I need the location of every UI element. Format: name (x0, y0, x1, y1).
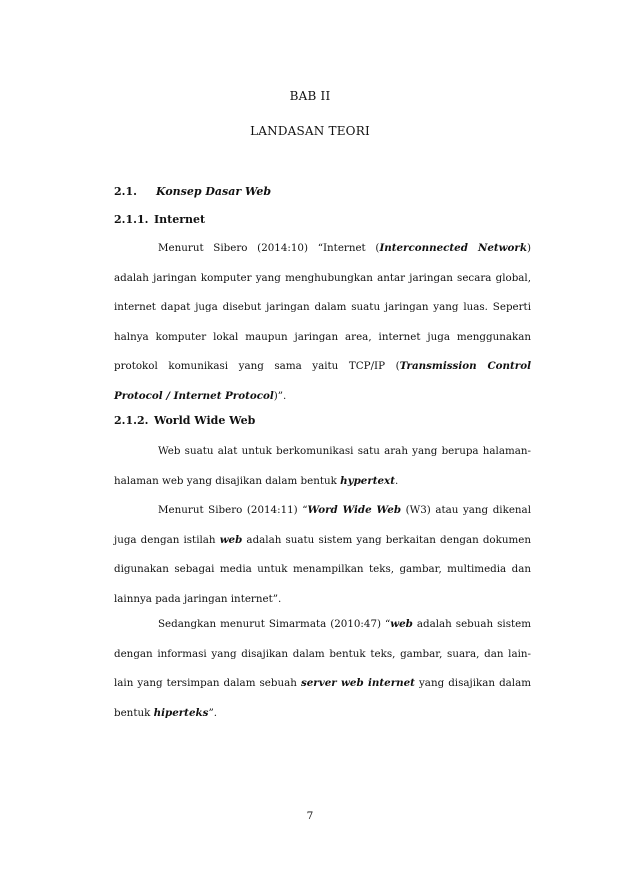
section-label: Konsep Dasar Web (156, 185, 272, 198)
page-number: 7 (306, 810, 314, 822)
text-run: (W3) atau yang dikenal juga dengan istilah (114, 504, 531, 546)
text-run: ) adalah jaringan komputer yang menghubungkan antar jaringan secara global, internet dapat juga disebut jaringan dalam suatu jaringan yang luas. Seperti halnya komputer lokal maupun jaringan area, internet juga menggunakan protokol komunikasi yang sama yaitu TCP/IP ( (114, 242, 531, 373)
text-run: . (394, 474, 399, 487)
emphasis-text: Interconnected Network (379, 242, 527, 254)
emphasis-text: Transmission Control Protocol / Internet Protocol (114, 360, 531, 402)
section-label: World Wide Web (154, 414, 256, 427)
text-run: Sedangkan menurut Simarmata (2010:47) “ (158, 618, 391, 630)
emphasis-text: web (390, 618, 413, 630)
text-run: ”. (208, 706, 217, 719)
section-number: 2.1.1. (114, 213, 149, 226)
emphasis-text: hiperteks (153, 706, 209, 719)
paragraph-internet-definition (114, 234, 531, 412)
text-run: )”. (273, 389, 287, 402)
section-heading-2-1 (114, 185, 271, 198)
text-run: yang disajikan dalam bentuk (114, 677, 531, 719)
text-run: Menurut Sibero (2014:10) “Internet ( (158, 242, 380, 254)
chapter-title: LANDASAN TEORI (250, 124, 370, 138)
emphasis-text: server web internet (300, 677, 415, 690)
chapter-number: BAB II (289, 89, 331, 103)
text-run: Web suatu alat untuk berkomunikasi satu arah yang berupa halaman-halaman web yang disajikan dalam bentuk (114, 445, 531, 487)
paragraph-www-definition (114, 496, 531, 614)
text-run: adalah suatu sistem yang berkaitan dengan dokumen digunakan sebagai media untuk menampilkan teks, gambar, multimedia dan lainnya pada jaringan internet”. (114, 533, 531, 605)
section-heading-2-1-2 (114, 414, 255, 427)
emphasis-text: web (219, 533, 243, 546)
section-heading-2-1-1 (114, 213, 205, 226)
paragraph-web-intro (114, 437, 531, 496)
emphasis-text: hypertext (340, 474, 395, 487)
text-run: adalah sebuah sistem dengan informasi yang disajikan dalam bentuk teks, gambar, suara, dan lain-lain yang tersimpan dalam sebuah (114, 618, 531, 690)
section-number: 2.1. (114, 185, 137, 198)
section-number: 2.1.2. (114, 414, 149, 427)
text-run: Menurut Sibero (2014:11) “ (158, 504, 308, 516)
emphasis-text: Word Wide Web (307, 504, 402, 516)
section-label: Internet (154, 213, 206, 226)
paragraph-web-simarmata (114, 610, 531, 728)
